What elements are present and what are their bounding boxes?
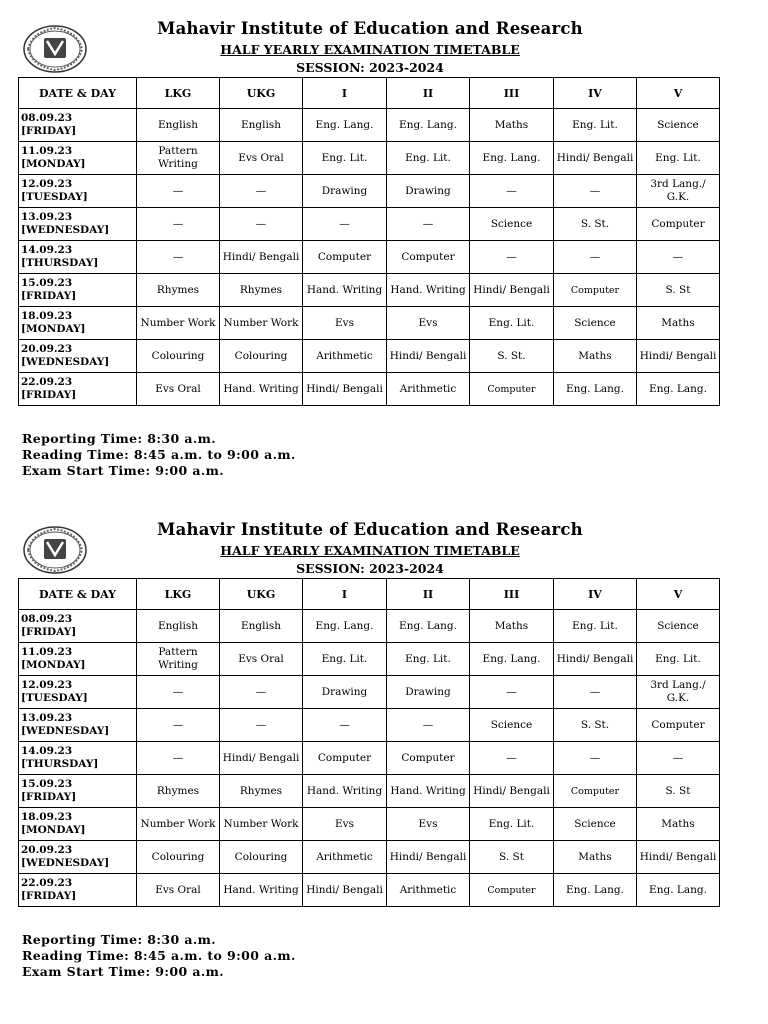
table-row bbox=[19, 109, 720, 142]
date-day-cell bbox=[19, 208, 137, 241]
subject-cell: English bbox=[220, 109, 303, 142]
subject-cell: Number Work bbox=[137, 808, 220, 841]
exam-date: 13.09.23 bbox=[21, 712, 73, 724]
subject-cell: S. St. bbox=[554, 208, 637, 241]
table-row bbox=[19, 841, 720, 874]
exam-day: [FRIDAY] bbox=[21, 890, 77, 902]
exam-date: 15.09.23 bbox=[21, 277, 73, 289]
subject-cell: — bbox=[220, 208, 303, 241]
subject-cell: Computer bbox=[470, 373, 554, 406]
subject-cell: — bbox=[137, 175, 220, 208]
subject-cell: Rhymes bbox=[220, 775, 303, 808]
column-header: IV bbox=[554, 579, 637, 610]
subject-cell: Rhymes bbox=[137, 274, 220, 307]
subject-cell: Evs Oral bbox=[220, 142, 303, 175]
subject-cell: Computer bbox=[470, 874, 554, 907]
exam-day: [TUESDAY] bbox=[21, 191, 88, 203]
date-day-cell bbox=[19, 274, 137, 307]
column-header: LKG bbox=[137, 78, 220, 109]
school-name: Mahavir Institute of Education and Research bbox=[157, 19, 583, 38]
exam-day: [WEDNESDAY] bbox=[21, 356, 110, 368]
subject-cell: Arithmetic bbox=[387, 874, 470, 907]
subject-cell: Evs bbox=[303, 307, 387, 340]
school-name: Mahavir Institute of Education and Research bbox=[157, 520, 583, 539]
table-row bbox=[19, 709, 720, 742]
subject-cell: Evs Oral bbox=[220, 643, 303, 676]
subject-cell: Eng. Lang. bbox=[303, 109, 387, 142]
column-header: II bbox=[387, 579, 470, 610]
subject-cell: Computer bbox=[387, 241, 470, 274]
column-header: I bbox=[303, 579, 387, 610]
subject-cell: — bbox=[137, 676, 220, 709]
subject-cell: Hindi/ Bengali bbox=[220, 742, 303, 775]
subject-cell: Drawing bbox=[303, 175, 387, 208]
subject-cell: Arithmetic bbox=[303, 340, 387, 373]
subject-cell: Hindi/ Bengali bbox=[303, 874, 387, 907]
date-day-cell bbox=[19, 109, 137, 142]
exam-date: 22.09.23 bbox=[21, 376, 73, 388]
timetable-sheet-1 bbox=[0, 0, 768, 500]
subject-cell: Eng. Lit. bbox=[387, 142, 470, 175]
subject-cell: — bbox=[220, 709, 303, 742]
subject-cell: Number Work bbox=[220, 307, 303, 340]
exam-day: [FRIDAY] bbox=[21, 791, 77, 803]
subject-cell: Computer bbox=[554, 274, 637, 307]
reporting-time: Reporting Time: 8:30 a.m. bbox=[22, 431, 216, 446]
subject-cell: Computer bbox=[303, 241, 387, 274]
subject-cell: — bbox=[220, 175, 303, 208]
date-day-cell bbox=[19, 373, 137, 406]
column-header: IV bbox=[554, 78, 637, 109]
column-header: III bbox=[470, 78, 554, 109]
subject-cell: Eng. Lit. bbox=[303, 142, 387, 175]
date-day-cell bbox=[19, 142, 137, 175]
subject-cell: Drawing bbox=[387, 175, 470, 208]
subject-cell: Drawing bbox=[387, 676, 470, 709]
subject-cell: Hindi/ Bengali bbox=[470, 274, 554, 307]
subject-cell: Hand. Writing bbox=[303, 274, 387, 307]
date-day-cell bbox=[19, 808, 137, 841]
table-row bbox=[19, 775, 720, 808]
subject-cell: Maths bbox=[470, 109, 554, 142]
header-row bbox=[19, 78, 720, 109]
subject-cell: Hand. Writing bbox=[303, 775, 387, 808]
subject-cell: English bbox=[137, 610, 220, 643]
timing-notes bbox=[22, 932, 296, 980]
exam-date: 11.09.23 bbox=[21, 646, 73, 658]
subject-cell: — bbox=[387, 208, 470, 241]
exam-date: 15.09.23 bbox=[21, 778, 73, 790]
subject-cell: Arithmetic bbox=[387, 373, 470, 406]
exam-start-time: Exam Start Time: 9:00 a.m. bbox=[22, 463, 224, 478]
subject-cell: — bbox=[137, 709, 220, 742]
exam-date: 18.09.23 bbox=[21, 811, 73, 823]
subject-cell: Computer bbox=[637, 709, 720, 742]
reading-time: Reading Time: 8:45 a.m. to 9:00 a.m. bbox=[22, 447, 296, 462]
subject-cell: — bbox=[387, 709, 470, 742]
subject-cell: Eng. Lit. bbox=[387, 643, 470, 676]
subject-cell: Evs bbox=[387, 307, 470, 340]
subject-cell: — bbox=[554, 175, 637, 208]
table-row bbox=[19, 373, 720, 406]
subject-cell: — bbox=[137, 742, 220, 775]
subject-cell: Hindi/ Bengali bbox=[637, 340, 720, 373]
table-row bbox=[19, 676, 720, 709]
exam-day: [THURSDAY] bbox=[21, 758, 99, 770]
subject-cell: Eng. Lit. bbox=[554, 610, 637, 643]
subject-cell: — bbox=[637, 241, 720, 274]
exam-date: 12.09.23 bbox=[21, 679, 73, 691]
subject-cell: Eng. Lit. bbox=[470, 307, 554, 340]
subject-cell: Evs bbox=[303, 808, 387, 841]
exam-day: [FRIDAY] bbox=[21, 389, 77, 401]
subject-cell: S. St bbox=[637, 775, 720, 808]
subject-cell: Eng. Lang. bbox=[470, 643, 554, 676]
subject-cell: Hindi/ Bengali bbox=[303, 373, 387, 406]
subject-cell: — bbox=[554, 742, 637, 775]
subject-cell: Rhymes bbox=[137, 775, 220, 808]
subject-cell: Hindi/ Bengali bbox=[387, 841, 470, 874]
table-row bbox=[19, 742, 720, 775]
table-row bbox=[19, 241, 720, 274]
subject-cell: — bbox=[637, 742, 720, 775]
subject-cell: Eng. Lit. bbox=[303, 643, 387, 676]
subject-cell: S. St bbox=[470, 841, 554, 874]
subject-cell: Science bbox=[637, 610, 720, 643]
subject-cell: Eng. Lit. bbox=[637, 643, 720, 676]
table-row bbox=[19, 208, 720, 241]
column-header: DATE & DAY bbox=[19, 579, 137, 610]
subject-cell: — bbox=[220, 676, 303, 709]
table-row bbox=[19, 874, 720, 907]
subject-cell: Eng. Lit. bbox=[470, 808, 554, 841]
column-header: II bbox=[387, 78, 470, 109]
exam-day: [WEDNESDAY] bbox=[21, 224, 110, 236]
timing-notes bbox=[22, 431, 296, 479]
subject-cell: Hindi/ Bengali bbox=[554, 142, 637, 175]
subject-cell: Hindi/ Bengali bbox=[387, 340, 470, 373]
date-day-cell bbox=[19, 874, 137, 907]
subject-cell: Hindi/ Bengali bbox=[470, 775, 554, 808]
table-row bbox=[19, 274, 720, 307]
exam-date: 08.09.23 bbox=[21, 112, 73, 124]
subject-cell: S. St bbox=[637, 274, 720, 307]
subject-cell: Science bbox=[554, 307, 637, 340]
date-day-cell bbox=[19, 676, 137, 709]
subject-cell: English bbox=[137, 109, 220, 142]
exam-day: [TUESDAY] bbox=[21, 692, 88, 704]
table-row bbox=[19, 307, 720, 340]
subject-cell: Hand. Writing bbox=[387, 274, 470, 307]
table-row bbox=[19, 340, 720, 373]
exam-day: [MONDAY] bbox=[21, 323, 86, 335]
subject-cell: 3rd Lang./ G.K. bbox=[637, 676, 720, 709]
subject-cell: — bbox=[137, 208, 220, 241]
header-row bbox=[19, 579, 720, 610]
subject-cell: Computer bbox=[637, 208, 720, 241]
subject-cell: Maths bbox=[470, 610, 554, 643]
column-header: UKG bbox=[220, 579, 303, 610]
subject-cell: Maths bbox=[637, 307, 720, 340]
date-day-cell bbox=[19, 610, 137, 643]
subject-cell: Eng. Lang. bbox=[554, 373, 637, 406]
subject-cell: Eng. Lang. bbox=[303, 610, 387, 643]
subject-cell: Colouring bbox=[137, 841, 220, 874]
subject-cell: — bbox=[303, 208, 387, 241]
subject-cell: Hindi/ Bengali bbox=[220, 241, 303, 274]
subject-cell: — bbox=[470, 676, 554, 709]
subject-cell: Evs Oral bbox=[137, 373, 220, 406]
date-day-cell bbox=[19, 709, 137, 742]
subject-cell: Hand. Writing bbox=[220, 874, 303, 907]
subject-cell: Maths bbox=[637, 808, 720, 841]
exam-date: 11.09.23 bbox=[21, 145, 73, 157]
exam-day: [MONDAY] bbox=[21, 659, 86, 671]
exam-day: [FRIDAY] bbox=[21, 125, 77, 137]
subject-cell: Hand. Writing bbox=[387, 775, 470, 808]
subject-cell: Eng. Lang. bbox=[554, 874, 637, 907]
subject-cell: — bbox=[470, 742, 554, 775]
reading-time: Reading Time: 8:45 a.m. to 9:00 a.m. bbox=[22, 948, 296, 963]
subject-cell: Number Work bbox=[220, 808, 303, 841]
subject-cell: Eng. Lang. bbox=[637, 874, 720, 907]
subject-cell: Hindi/ Bengali bbox=[637, 841, 720, 874]
date-day-cell bbox=[19, 241, 137, 274]
subject-cell: Eng. Lit. bbox=[637, 142, 720, 175]
subject-cell: Arithmetic bbox=[303, 841, 387, 874]
date-day-cell bbox=[19, 175, 137, 208]
subject-cell: Hand. Writing bbox=[220, 373, 303, 406]
subject-cell: S. St. bbox=[470, 340, 554, 373]
column-header: DATE & DAY bbox=[19, 78, 137, 109]
subject-cell: — bbox=[470, 175, 554, 208]
subject-cell: Pattern Writing bbox=[137, 643, 220, 676]
subject-cell: Computer bbox=[387, 742, 470, 775]
subject-cell: 3rd Lang./ G.K. bbox=[637, 175, 720, 208]
subject-cell: Drawing bbox=[303, 676, 387, 709]
exam-date: 08.09.23 bbox=[21, 613, 73, 625]
column-header: III bbox=[470, 579, 554, 610]
subject-cell: Eng. Lang. bbox=[637, 373, 720, 406]
exam-day: [MONDAY] bbox=[21, 824, 86, 836]
exam-day: [FRIDAY] bbox=[21, 290, 77, 302]
subject-cell: Eng. Lang. bbox=[470, 142, 554, 175]
subject-cell: Colouring bbox=[220, 340, 303, 373]
exam-date: 13.09.23 bbox=[21, 211, 73, 223]
exam-date: 20.09.23 bbox=[21, 343, 73, 355]
subject-cell: Colouring bbox=[220, 841, 303, 874]
subject-cell: Pattern Writing bbox=[137, 142, 220, 175]
date-day-cell bbox=[19, 307, 137, 340]
session-label: SESSION: 2023-2024 bbox=[296, 561, 444, 576]
exam-day: [WEDNESDAY] bbox=[21, 725, 110, 737]
subject-cell: — bbox=[554, 676, 637, 709]
subject-cell: — bbox=[137, 241, 220, 274]
table-row bbox=[19, 610, 720, 643]
subject-cell: S. St. bbox=[554, 709, 637, 742]
column-header: V bbox=[637, 579, 720, 610]
subject-cell: Eng. Lit. bbox=[554, 109, 637, 142]
subject-cell: Evs bbox=[387, 808, 470, 841]
date-day-cell bbox=[19, 841, 137, 874]
column-header: UKG bbox=[220, 78, 303, 109]
exam-date: 18.09.23 bbox=[21, 310, 73, 322]
subject-cell: Science bbox=[554, 808, 637, 841]
exam-day: [FRIDAY] bbox=[21, 626, 77, 638]
exam-start-time: Exam Start Time: 9:00 a.m. bbox=[22, 964, 224, 979]
subject-cell: Science bbox=[470, 208, 554, 241]
date-day-cell bbox=[19, 340, 137, 373]
exam-title: HALF YEARLY EXAMINATION TIMETABLE bbox=[220, 543, 520, 558]
subject-cell: Eng. Lang. bbox=[387, 109, 470, 142]
subject-cell: Science bbox=[637, 109, 720, 142]
table-row bbox=[19, 175, 720, 208]
subject-cell: — bbox=[554, 241, 637, 274]
subject-cell: Evs Oral bbox=[137, 874, 220, 907]
subject-cell: Science bbox=[470, 709, 554, 742]
subject-cell: Maths bbox=[554, 841, 637, 874]
subject-cell: Colouring bbox=[137, 340, 220, 373]
subject-cell: English bbox=[220, 610, 303, 643]
subject-cell: Maths bbox=[554, 340, 637, 373]
subject-cell: Computer bbox=[554, 775, 637, 808]
subject-cell: Rhymes bbox=[220, 274, 303, 307]
timetable-table bbox=[18, 578, 720, 907]
date-day-cell bbox=[19, 643, 137, 676]
exam-date: 22.09.23 bbox=[21, 877, 73, 889]
subject-cell: — bbox=[470, 241, 554, 274]
reporting-time: Reporting Time: 8:30 a.m. bbox=[22, 932, 216, 947]
exam-date: 12.09.23 bbox=[21, 178, 73, 190]
subject-cell: Number Work bbox=[137, 307, 220, 340]
date-day-cell bbox=[19, 742, 137, 775]
exam-date: 14.09.23 bbox=[21, 244, 73, 256]
column-header: I bbox=[303, 78, 387, 109]
exam-title: HALF YEARLY EXAMINATION TIMETABLE bbox=[220, 42, 520, 57]
column-header: V bbox=[637, 78, 720, 109]
timetable-sheet-2 bbox=[0, 501, 768, 1001]
session-label: SESSION: 2023-2024 bbox=[296, 60, 444, 75]
table-row bbox=[19, 142, 720, 175]
exam-date: 14.09.23 bbox=[21, 745, 73, 757]
exam-day: [THURSDAY] bbox=[21, 257, 99, 269]
subject-cell: Eng. Lang. bbox=[387, 610, 470, 643]
exam-day: [WEDNESDAY] bbox=[21, 857, 110, 869]
exam-date: 20.09.23 bbox=[21, 844, 73, 856]
subject-cell: — bbox=[303, 709, 387, 742]
column-header: LKG bbox=[137, 579, 220, 610]
timetable-table bbox=[18, 77, 720, 406]
subject-cell: Computer bbox=[303, 742, 387, 775]
date-day-cell bbox=[19, 775, 137, 808]
subject-cell: Hindi/ Bengali bbox=[554, 643, 637, 676]
exam-day: [MONDAY] bbox=[21, 158, 86, 170]
table-row bbox=[19, 643, 720, 676]
table-row bbox=[19, 808, 720, 841]
